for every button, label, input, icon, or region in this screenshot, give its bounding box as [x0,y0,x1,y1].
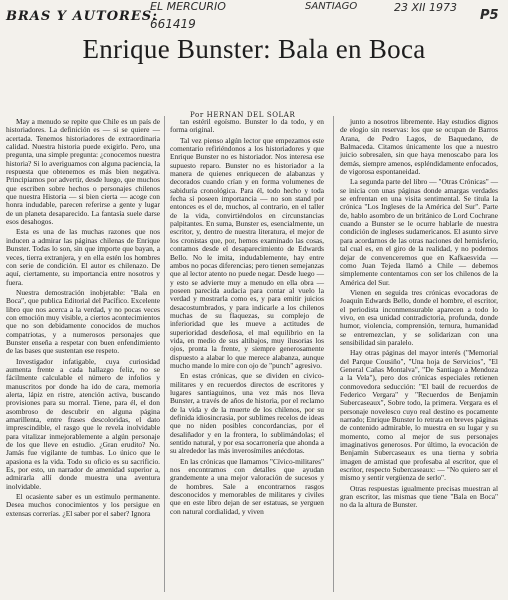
paragraph: Investigador infatigable, cuya curiosidad aumenta frente a cada hallazgo feliz, no se fácilmente calculable el número de infolios y manuscritos por donde ha ido de cara, memoria alerta, lápiz en ristre, atención activa, buscando provisiones para su morral. Tiene, para él, el don asombroso de descubrir en alguna página amarillenta, entre frases descoloridas, el dato imprescindible, el rasgo que le revela inolvidable para vitalizar inmejorablemente a algún personaje de los que lleve en estudio. ¿Gran erudito? No. Jamás fue vigilante de tumbas. Lo único que le apasiona es la vida. Todo su oficio es su sacrificio. Es, por esto, un narrador de amenidad superior a, admirarla allí donde muestra una aventura inolvidable. [6,356,160,491]
article-column-1 [6,118,160,520]
article-headline: Enrique Bunster: Bala en Boca [82,34,426,64]
handwritten-page-mark: P5 [480,8,499,23]
paragraph: Tal vez pienso algún lector que empezamos este comentario refiriéndonos a los historiadores y que Enrique Bunster no es historiador. Nos interesa ese supuesto reparo. Bunster no es historiador a la manera de quienes enriquecen de alabanzas y decorados cuando crían y en forma volumenes de sabiduría cronológica. Para él, todo hecho y toda fecha sí poseen importancia — no son stand por entonces es el de, muchos, al contrario, en el taller de la vida, convirtiéndolos en circunstancias palpitantes. En suma, Bunster es, esencialmente, un escritor, y, dentro de nuestra literatura, el mejor de los cronistas que, por, hemos examinado las cosas, contamos desde el desaparecimiento de Edwards Bello. No le imita, indudablemente, hay entre ambos no pocas diferencias; pero tienen semejanzas que al lector atento no puede negar. Desde luego — y esto se advierte muy a menudo en ella obra — poseen parecida audacia para contar al vuelo la verdad y mostrarla como es, y para emitir juicios desacostumbrados, y para indicarle a los chilenos muchas de su flaquezas, su complejo de inferioridad que les mueve a actitudes de superioridad desdeñosa, el mal equilibrio en la vida, en medio de sus altibajos, muy ilusorias los ojos, pronta la frente, y siempre generosamente dispuesto a alabar lo que merece alabanza, aunque mucho mande lo mire con ojo de "punch" agresivo. [170,135,324,370]
paragraph: El ocasiente saber es un estímulo permanente. Desea muchos conocimientos y los persigue en extensas correrías. ¿El saber por el saber? Ignora [6,492,160,518]
paragraph: La segunda parte del libro — "Otras Crónicas" — se inicia con unas páginas donde amargas verdades se enfrentan en una visita sentimental. Se titula la crónica "Los Ingleses de la América del Sur". Parte de, hablo asombro de un británico de Lord Cochrane cuando a Bunster se le ocurre hablarle de nuestra condición de ingleses sudamericanos. El asunto sirve para acordarnos de las otras naciones del hemisferio, tal cual es, en el giro de la realidad, y no podemos dejar de convenceremos que en Kafkaesvida — como Juan Tejeda llamó a Chile — debemos simplemente contentarnos con ser los chilenos de la América del Sur. [340,177,498,287]
paragraph: Esta es una de las muchas razones que nos inducen a admirar las páginas chilenas de Enrique Bunster. Todas lo son, sin que importe que bayan, a veces, tierra extranjera, y en ella estén los hombres con serie de condición. El autor es chilenazo. De aquí, ciertamente, su importancia entre nosotros y fuera. [6,227,160,287]
paragraph: Vienen en seguida tres crónicas evocadoras de Joaquín Edwards Bello, donde el hombre, el escritor, el periodista inconmensurable aparecen a todo lo vivo, en esa unidad contradictoria, profunda, donde humor, violencia, comprensión, ternura, humanidad se entremezclan, y se solidarizan con una sensibilidad sin paralelo. [340,287,498,347]
paragraph: Nuestra demostración inobjetable: "Bala en Boca", que publica Editorial del Pacífico. Excelente libro que nos acerca a la verdad, y no pocas veces con emoción muy visible, a ciertos acontecimientos que no son debidamente conocidos de muchos compatriotas, y a numerosos personajes que Bunster enseña a respetar con buen enfendimiento de las bases que sustentan ese respeto. [6,287,160,356]
handwritten-date-note: 23 XII 1973 [394,1,458,14]
paragraph: En estas crónicas, que se dividen en civico-militares y en recuerdos directos de escritores y lugares santiaguinos, una vez más nos lleva Bunster, a través de años de historia, por el reclamo de la vida y de la muerte de los chilenos, por su definida idiosincrasia, por sublimes recelos de ideas que no niden posibles concordancias, por el desaliñador y en la frontera, lo sublimándolas; el sentido natural, y por esa socarronería que ahonda a su alrededor las más inverosímiles anécdotas. [170,371,324,456]
handwritten-source-note: EL MERCURIO [150,0,226,13]
handwritten-city-note: SANTIAGO [305,1,358,12]
paragraph: May a menudo se repite que Chile es un país de historiadores. La definición es — si se quiere — acertada. Tenemos historiadores de extraordinaria calidad. Nuestra historia puede exigirlo. Pero, una pregunta, una simple pregunta: ¿conocemos nuestra historia? Si lo averiguamos con alguna paciencia, la respuesta que obtenemos es más bien negativa. Principiamos por advertir, desde luego, que muchos que escriben sobre hechos o personajes chilenos que nuestra Historia — si bien cierta — acoge con honra indudable, parecen referirse a gente y lugar de un planeta desaparecido. La fantasía suele darse esos desahogos. [6,117,160,227]
paragraph: junto a nosotros libremente. Hay estudios dignos de elogio sin reservas: los que se ocupan de Barros Arana, de Pedro Lagos, de Baquedano, de Balmaceda. Citamos únicamente los que a nuestro juicio sobresalen, sin que haya menoscabo para los demás, siempre amenos, espléndidamente enfocados, de vigorosa espontaneidad. [340,117,498,177]
paragraph: Otras respuestas igualmente precisas muestran al gran escritor, las mismas que tiene "Bala en Boca" no da la altura de Bunster. [340,483,498,510]
article-byline: Por HERNAN DEL SOLAR [190,111,296,119]
article-column-2 [170,118,324,518]
paragraph: tan estéril egoísmo. Bunster lo da todo, y en forma original. [170,117,324,135]
article-column-3 [340,118,498,512]
paragraph: Hay otras páginas del mayor interés ("Memorial del Parque Cousiño", "Una hoja de Servicios", "El General Cañas Montalva", "De Santiago a Mendoza a la Vela"), pero dos crónicas especiales retienen conmovedora seducción: "El baúl de recuerdos de Federico Vergara" y "Recuerdos de Benjamín Subercaseaux", Sobre todo, la primera. Vergara es el personaje novelesco cuyo real destino es pocamente narrado; Enrique Bunster lo retrata en breves páginas de contenido admirable, lo muestra en su lugar y su momento, como al mejor de sus personajes imaginativos generosos. Por último, la evocación de Benjamín Subercaseaux es una tierna y sobria imagen de amistad que profesaba al escritor, que el escritor, respecto Subercaseaux: — "No quiero ser el mismo y sentir vergüenza de serlo". [340,348,498,483]
column-divider [164,116,165,592]
paragraph: En las crónicas que llamamos "Cívico-militares" nos encontramos con detalles que ayudan grandemente a una mejor valoración de sucesos y de hombres. Sale a encontrarnos rasgos desconocidos y memorables de militares y civiles que en este libro dejan de ser estatuas, se yerguen con natural cordialidad, y viven [170,456,324,516]
handwritten-reference-number: 661419 [150,17,196,31]
column-divider [333,116,334,592]
section-label: BRAS Y AUTORES: [6,9,158,24]
